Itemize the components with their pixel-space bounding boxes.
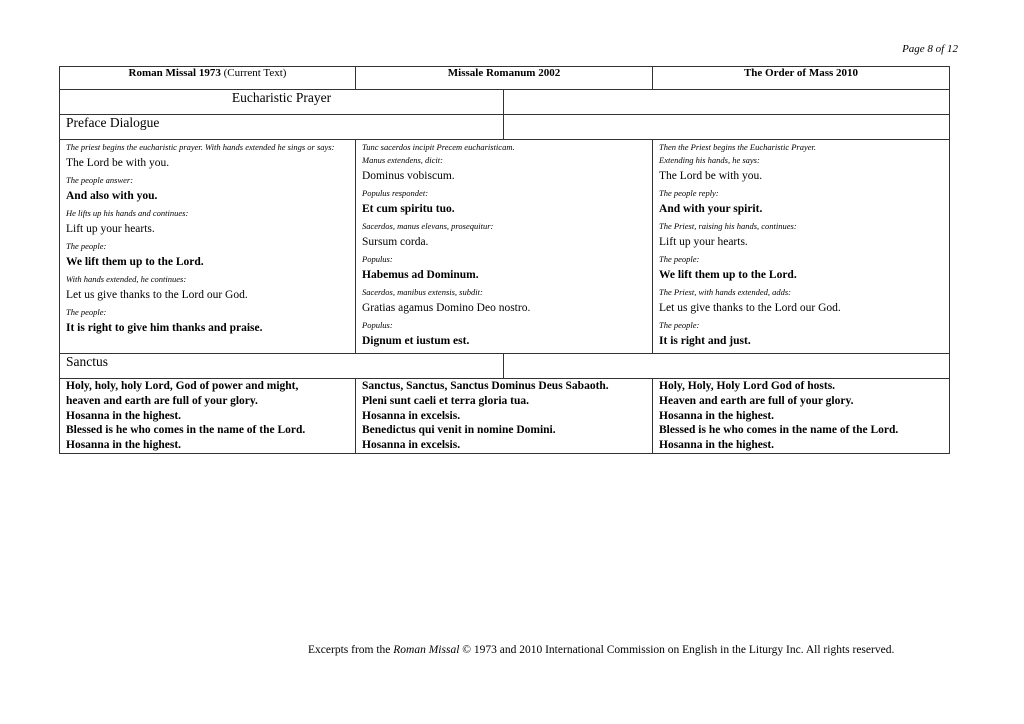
sanctus-line: Benedictus qui venit in nomine Domini. (362, 424, 556, 437)
section-row-preface-dialogue (60, 115, 950, 140)
sanctus-line: heaven and earth are full of your glory. (66, 394, 258, 407)
copyright-footer: Excerpts from the Roman Missal © 1973 and 2010 International Commission on English in the Liturgy Inc. All rights reserved. (308, 644, 895, 656)
sanctus-line: Holy, holy, holy Lord, God of power and might, (66, 380, 299, 392)
sanctus-col-2010 (653, 379, 950, 454)
rubric-line: Sacerdos, manibus extensis, subdit: (362, 287, 483, 297)
rubric-line: He lifts up his hands and continues: (66, 208, 189, 218)
rubric-line: The people: (659, 254, 700, 264)
people-response: It is right to give him thanks and praise. (66, 322, 263, 334)
preface-dialogue-row (60, 140, 950, 354)
people-response: And also with you. (66, 190, 158, 202)
sanctus-line: Hosanna in the highest. (659, 409, 775, 422)
preface-col-1973 (60, 140, 356, 354)
section-title-sanctus: Sanctus (60, 354, 504, 379)
priest-text: Let us give thanks to the Lord our God. (659, 302, 841, 314)
section-row-eucharistic-prayer (60, 90, 950, 115)
sanctus-line: Sanctus, Sanctus, Sanctus Dominus Deus Sabaoth. (362, 380, 609, 392)
priest-text: Lift up your hearts. (66, 223, 155, 235)
sanctus-line: Hosanna in excelsis. (362, 409, 461, 422)
rubric-line: The people answer: (66, 175, 134, 185)
rubric-line: The people: (659, 320, 700, 330)
sanctus-line: Blessed is he who comes in the name of the Lord. (659, 424, 899, 437)
sanctus-line: Heaven and earth are full of your glory. (659, 394, 854, 407)
rubric-line: The Priest, with hands extended, adds: (659, 287, 791, 297)
people-response: We lift them up to the Lord. (66, 256, 204, 268)
priest-text: Dominus vobiscum. (362, 170, 455, 182)
sanctus-row (60, 379, 950, 454)
rubric-line: Sacerdos, manus elevans, prosequitur: (362, 221, 494, 231)
preface-col-2002 (356, 140, 653, 354)
section-title-eucharistic-prayer: Eucharistic Prayer (60, 90, 504, 115)
sanctus-line: Hosanna in the highest. (66, 409, 182, 422)
header-row (60, 67, 950, 90)
people-response: Habemus ad Dominum. (362, 269, 479, 281)
section-row-sanctus (60, 354, 950, 379)
rubric-line: The people: (66, 241, 107, 251)
priest-text: Sursum corda. (362, 236, 429, 248)
rubric-line: The people reply: (659, 188, 719, 198)
rubric-line: Then the Priest begins the Eucharistic Prayer. (659, 142, 817, 152)
section-title-preface-dialogue: Preface Dialogue (60, 115, 504, 140)
priest-text: Let us give thanks to the Lord our God. (66, 289, 248, 301)
people-response: Et cum spiritu tuo. (362, 203, 455, 215)
rubric-line: Populus: (362, 320, 393, 330)
rubric-line: Extending his hands, he says: (659, 155, 760, 165)
rubric-line: The priest begins the eucharistic prayer. With hands extended he sings or says: (66, 142, 335, 152)
rubric-line: Populus: (362, 254, 393, 264)
sanctus-col-2002 (356, 379, 653, 454)
people-response: Dignum et iustum est. (362, 335, 470, 347)
sanctus-line: Hosanna in the highest. (659, 439, 775, 452)
rubric-line: The Priest, raising his hands, continues: (659, 221, 797, 231)
header-order-of-mass-2010: The Order of Mass 2010 (653, 67, 950, 90)
sanctus-line: Blessed is he who comes in the name of the Lord. (66, 424, 306, 437)
rubric-line: Manus extendens, dicit: (362, 155, 443, 165)
header-roman-missal-1973: Roman Missal 1973 (Current Text) (60, 67, 356, 90)
rubric-line: The people: (66, 307, 107, 317)
people-response: And with your spirit. (659, 203, 763, 215)
priest-text: Gratias agamus Domino Deo nostro. (362, 302, 531, 314)
preface-col-2010 (653, 140, 950, 354)
priest-text: The Lord be with you. (66, 157, 170, 169)
priest-text: The Lord be with you. (659, 170, 763, 182)
missal-comparison-table (59, 66, 950, 454)
page-number: Page 8 of 12 (902, 43, 958, 55)
priest-text: Lift up your hearts. (659, 236, 748, 248)
sanctus-line: Pleni sunt caeli et terra gloria tua. (362, 394, 530, 407)
sanctus-col-1973 (60, 379, 356, 454)
people-response: It is right and just. (659, 335, 751, 347)
rubric-line: Populus respondet: (362, 188, 429, 198)
rubric-line: Tunc sacerdos incipit Precem eucharisticam. (362, 142, 515, 152)
people-response: We lift them up to the Lord. (659, 269, 797, 281)
rubric-line: With hands extended, he continues: (66, 274, 187, 284)
sanctus-line: Hosanna in excelsis. (362, 439, 461, 452)
header-missale-romanum-2002: Missale Romanum 2002 (356, 67, 653, 90)
sanctus-line: Holy, Holy, Holy Lord God of hosts. (659, 380, 836, 392)
sanctus-line: Hosanna in the highest. (66, 439, 182, 452)
